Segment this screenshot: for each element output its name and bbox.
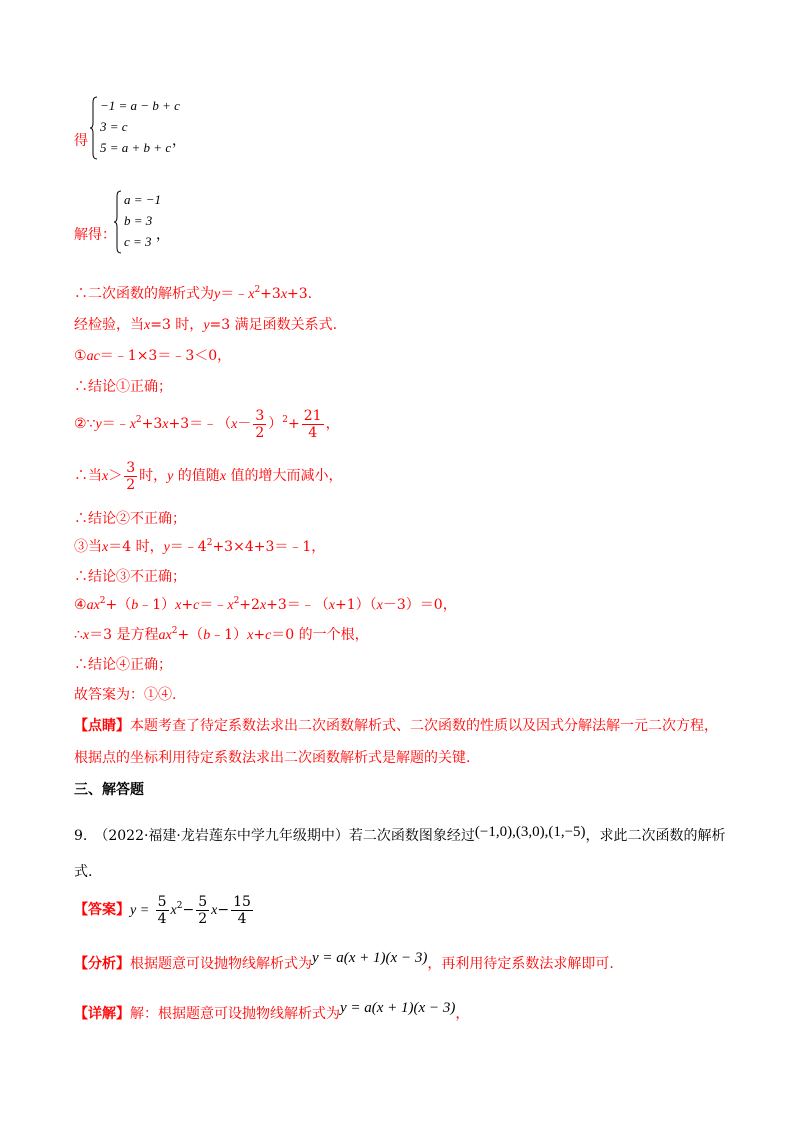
fraction-3-over-2: $\frac{3}{2}$ <box>255 407 265 441</box>
conclusion-3-calc: ③当x＝4 时，$y=﹣4^2+3\times 4+3=﹣1$， <box>74 538 326 555</box>
fraction-15-over-4: $\frac{15}{4}$ <box>233 893 251 927</box>
fraction-3-over-2: $\frac{3}{2}$ <box>126 459 136 493</box>
system-2-row-1: a = −1 <box>124 192 162 207</box>
section-heading: 三、解答题 <box>74 782 144 798</box>
conclusion-4-root: ∴x＝3 是方程$ax^2+(b﹣1)x+c=0$ 的一个根， <box>74 626 369 643</box>
solution-line-2: 经检验，当x=3 时，y=3 满足函数关系式. <box>74 317 338 333</box>
equation-system-1 <box>74 96 274 160</box>
conclusion-1-result: ∴结论①正确； <box>74 379 172 395</box>
analysis-tag: 【分析】 <box>74 956 130 972</box>
question-9-continued: 式. <box>74 864 93 880</box>
analysis-line: 【分析】根据题意可设抛物线解析式为y = a(x + 1)(x − 3)，再利用待定系数法求解即可. <box>74 950 614 972</box>
system-2-prefix: 解得： <box>74 227 116 243</box>
conclusion-4-result: ∴结论④正确； <box>74 657 172 673</box>
final-answer: 故答案为：①④. <box>74 687 177 703</box>
analysis-formula: y = a(x + 1)(x − 3) <box>312 950 428 966</box>
conclusion-4-factor: $④ax^2+(b﹣1)x+c=﹣x^2+2x+3=﹣(x+1)(x-3)=0$， <box>74 596 457 613</box>
points-list: (−1,0),(3,0),(1,−5) <box>474 824 586 840</box>
fraction-21-over-4: $\frac{21}{4}$ <box>303 407 322 441</box>
conclusion-2-vertex-form: $②\because y=﹣x^2+3x+3=﹣(x-$ $\frac{3}{2}$ ）$^2$+ $\frac{21}{4}$ ， <box>74 407 340 441</box>
detail-line: 【详解】解：根据题意可设抛物线解析式为y = a(x + 1)(x − 3)， <box>74 1000 470 1022</box>
system-1-row-2: 3 = c <box>100 119 128 134</box>
system-2-row-2: b = 3 <box>124 213 153 228</box>
system-1-prefix: 得 <box>74 133 88 149</box>
system-1-row-1: −1 = a − b + c <box>100 98 180 113</box>
detail-formula: y = a(x + 1)(x − 3) <box>340 1000 456 1016</box>
key-point-tag: 【点睛】 <box>74 718 130 734</box>
key-point-continued: 根据点的坐标利用待定系数法求出二次函数解析式是解题的关键. <box>74 750 471 766</box>
system-1-row-3: 5 = a + b + c <box>100 140 172 155</box>
system-1-suffix: ， <box>172 133 186 149</box>
conclusion-2-result: ∴结论②不正确； <box>74 511 186 527</box>
system-2-suffix: ， <box>156 227 170 243</box>
system-2-row-3: c = 3 <box>124 234 152 249</box>
answer-tag: 【答案】 <box>74 902 130 918</box>
detail-tag: 【详解】 <box>74 1006 130 1022</box>
left-brace-icon <box>90 96 98 160</box>
key-point: 【点睛】本题考查了待定系数法求出二次函数解析式、二次函数的性质以及因式分解法解一元二次方程， <box>74 718 718 734</box>
conclusion-2-monotonic: ∴当x＞ $\frac{3}{2}$ 时，y 的值随x 值的增大而减小， <box>74 459 343 493</box>
answer-line: 【答案】y = $\frac{5}{4}$ $x^2-$ $\frac{5}{2}$ x− $\frac{15}{4}$ <box>74 893 251 927</box>
solution-line-1: ∴二次函数的解析式为$y=﹣x^2+3x+3$. <box>74 285 313 302</box>
fraction-5-over-2: $\frac{5}{2}$ <box>198 893 208 927</box>
equation-system-2 <box>74 190 274 254</box>
question-9: 9. （2022·福建·龙岩莲东中学九年级期中）若二次函数图象经过(−1,0),(3,0),(1,−5)，求此二次函数的解析 <box>74 824 726 844</box>
fraction-5-over-4: $\frac{5}{4}$ <box>157 893 167 927</box>
conclusion-1-calc: ①ac＝﹣1×3＝﹣3＜0， <box>74 348 232 364</box>
left-brace-icon <box>114 190 122 254</box>
conclusion-3-result: ∴结论③不正确； <box>74 569 186 585</box>
